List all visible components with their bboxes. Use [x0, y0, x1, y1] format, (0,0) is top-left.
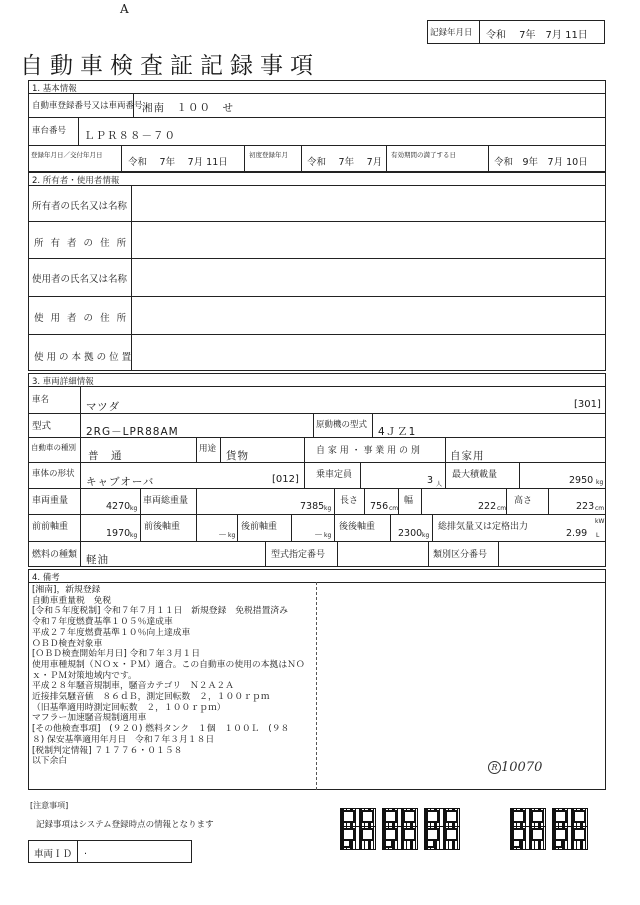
expiry-value: 令和 9年 7月 10日 [494, 157, 588, 168]
front-rear-axle-value: － [218, 531, 228, 541]
chassis-label: 車台番号 [32, 126, 67, 136]
reg-number-label: 自動車登録番号又は車両番号 [32, 101, 143, 111]
maker-value: マツダ [86, 401, 121, 413]
handwritten-note: R 10070 [488, 760, 542, 775]
class-label: 類別区分番号 [433, 550, 488, 560]
section3-header: 3. 車両詳細情報 [32, 377, 94, 387]
expiry-label: 有効期間の満了する日 [391, 151, 456, 159]
gross-weight-label: 車両総重量 [143, 496, 189, 506]
notice-title: [注意事項] [30, 801, 69, 810]
vehicle-id-label: 車両ＩＤ [34, 849, 73, 860]
vehicle-type-value: 普 通 [88, 450, 123, 462]
remark-line: ｘ・ＰＭ対策地域内です。 [32, 670, 137, 681]
notice-text: 記録事項はシステム登録時点の情報となります [36, 820, 214, 830]
fuel-value: 軽油 [86, 554, 109, 566]
chassis-value: ＬＰＲ８８－７０ [84, 130, 176, 142]
rear-front-axle-unit: kg [324, 532, 332, 539]
remark-line: 令和７年度燃費基準１０５％達成車 [32, 617, 173, 628]
displacement-label: 総排気量又は定格出力 [438, 522, 529, 532]
front-front-axle-value: 1970 [106, 528, 131, 539]
weight-unit: kg [130, 505, 138, 512]
width-label: 幅 [404, 496, 414, 506]
handwritten-number: 10070 [501, 760, 543, 775]
max-load-label: 最大積載量 [452, 470, 498, 480]
remark-line: 使用車種規制（ＮＯｘ・ＰＭ）適合。この自動車の使用の本拠はＮＯ [32, 659, 305, 670]
section4-header: 4. 備考 [32, 573, 60, 583]
front-rear-axle-label: 前後軸重 [144, 522, 181, 532]
height-value: 223 [576, 501, 595, 512]
first-reg-label: 初度登録年月 [249, 151, 288, 159]
front-rear-axle-unit: kg [228, 532, 236, 539]
gross-weight-value: 7385 [300, 501, 325, 512]
rear-rear-axle-unit: kg [422, 532, 430, 539]
front-front-axle-unit: kg [130, 532, 138, 539]
length-unit: cm [389, 505, 399, 512]
body-shape-value: キャブオーバ [86, 476, 155, 488]
reg-date-label: 登録年月日／交付年月日 [31, 151, 103, 159]
qr-code-5 [382, 826, 418, 850]
height-label: 高さ [514, 496, 533, 506]
base-location-label: 使 用 の 本 拠 の 位 置 [34, 352, 132, 363]
designation-label: 型式指定番号 [271, 550, 326, 560]
length-label: 長さ [340, 496, 359, 506]
weight-value: 4270 [106, 501, 131, 512]
model-value: 2RG－LPR88AM [86, 426, 179, 438]
height-unit: cm [595, 505, 605, 512]
reg-date-value: 令和 7年 7月 11日 [128, 157, 228, 168]
model-label: 型式 [32, 421, 52, 432]
use-label: 用途 [199, 444, 217, 454]
vehicle-id-value: . [84, 846, 88, 857]
remark-line: （旧基準適用時測定回転数 ２，１００ｒｐｍ） [32, 702, 226, 713]
fuel-label: 燃料の種類 [32, 550, 78, 560]
length-value: 756 [370, 501, 389, 512]
remark-line: マフラー加速騒音規制適用車 [32, 713, 147, 724]
rear-front-axle-value: － [314, 531, 324, 541]
remark-line: 近接排気騒音値 ８６ｄＢ，測定回転数 ２，１００ｒｐｍ [32, 692, 270, 702]
body-shape-code: [012] [272, 474, 299, 485]
use-value: 貨物 [226, 450, 249, 462]
qr-code-10 [552, 826, 588, 850]
record-date-label: 記録年月日 [430, 28, 473, 38]
vehicle-type-label: 自動車の種別 [31, 443, 76, 452]
remark-line: 自動車重量税 免税 [32, 595, 112, 606]
engine-value: 4ＪＺ1 [378, 426, 417, 438]
business-label: 自 家 用 ・ 事 業 用 の 別 [316, 446, 420, 456]
remark-line: [湘南]，新規登録 [32, 585, 101, 595]
capacity-unit: 人 [436, 481, 443, 488]
remark-line: 平成２８年騒音規制車，騒音カテゴリ Ｎ２Ａ２Ａ [32, 681, 234, 692]
remark-line: [ＯＢＤ検査開始年月日] 令和７年３月１日 [32, 649, 201, 660]
remark-line: ＯＢＤ検査対象車 [32, 638, 103, 649]
rear-rear-axle-label: 後後軸重 [339, 522, 376, 532]
displacement-unit-top: kW [595, 518, 605, 525]
business-value: 自家用 [450, 450, 485, 462]
section1-header: 1. 基本情報 [32, 84, 77, 94]
user-name-label: 使用者の氏名又は名称 [32, 274, 128, 285]
qr-code-9 [510, 826, 546, 850]
width-value: 222 [478, 501, 497, 512]
gross-weight-unit: kg [324, 505, 332, 512]
displacement-unit: L [596, 532, 600, 539]
remark-line: [税制判定情報] ７１７７６・０１５８ [32, 745, 183, 756]
capacity-value: 3 [427, 475, 434, 486]
user-address-label: 使 用 者 の 住 所 [34, 313, 129, 324]
section2-header: 2. 所有者・使用者情報 [32, 176, 120, 186]
weight-label: 車両重量 [32, 496, 69, 506]
qr-code-4 [340, 826, 376, 850]
remark-line: 以下余白 [32, 756, 68, 767]
maker-label: 車名 [32, 395, 50, 405]
engine-label: 原動機の型式 [316, 420, 368, 430]
owner-address-label: 所 有 者 の 住 所 [34, 238, 129, 249]
owner-name-label: 所有者の氏名又は名称 [32, 201, 128, 212]
qr-code-6 [424, 826, 460, 850]
max-load-value: 2950 [569, 475, 594, 486]
first-reg-value: 令和 7年 7月 [307, 157, 383, 168]
page-title: 自動車検査証記録事項 [20, 53, 320, 79]
front-front-axle-label: 前前軸重 [32, 522, 69, 532]
displacement-value: 2.99 [566, 528, 588, 539]
remark-line: 平成２７年度燃費基準１０％向上達成車 [32, 627, 191, 638]
width-unit: cm [497, 505, 507, 512]
maker-code: [301] [574, 399, 601, 410]
max-load-unit: kg [596, 479, 604, 486]
rear-front-axle-label: 後前軸重 [241, 522, 278, 532]
remark-line: ８) 保安基準適用年月日 令和７年３月１８日 [32, 734, 215, 745]
top-mark: A [120, 2, 129, 16]
remark-line: [令和５年度税制] 令和７年７月１１日 新規登録 免税措置済み [32, 606, 288, 617]
remark-line: [その他検査事項] (９２０) 燃料タンク １個 １００Ｌ (９８ [32, 724, 290, 735]
rear-rear-axle-value: 2300 [398, 528, 423, 539]
capacity-label: 乗車定員 [316, 470, 353, 480]
body-shape-label: 車体の形状 [32, 469, 75, 479]
record-date-value: 令和 7年 7月 11日 [486, 30, 588, 41]
remarks-list [32, 585, 452, 785]
reg-number-value: 湘南 １００ せ [142, 102, 234, 114]
